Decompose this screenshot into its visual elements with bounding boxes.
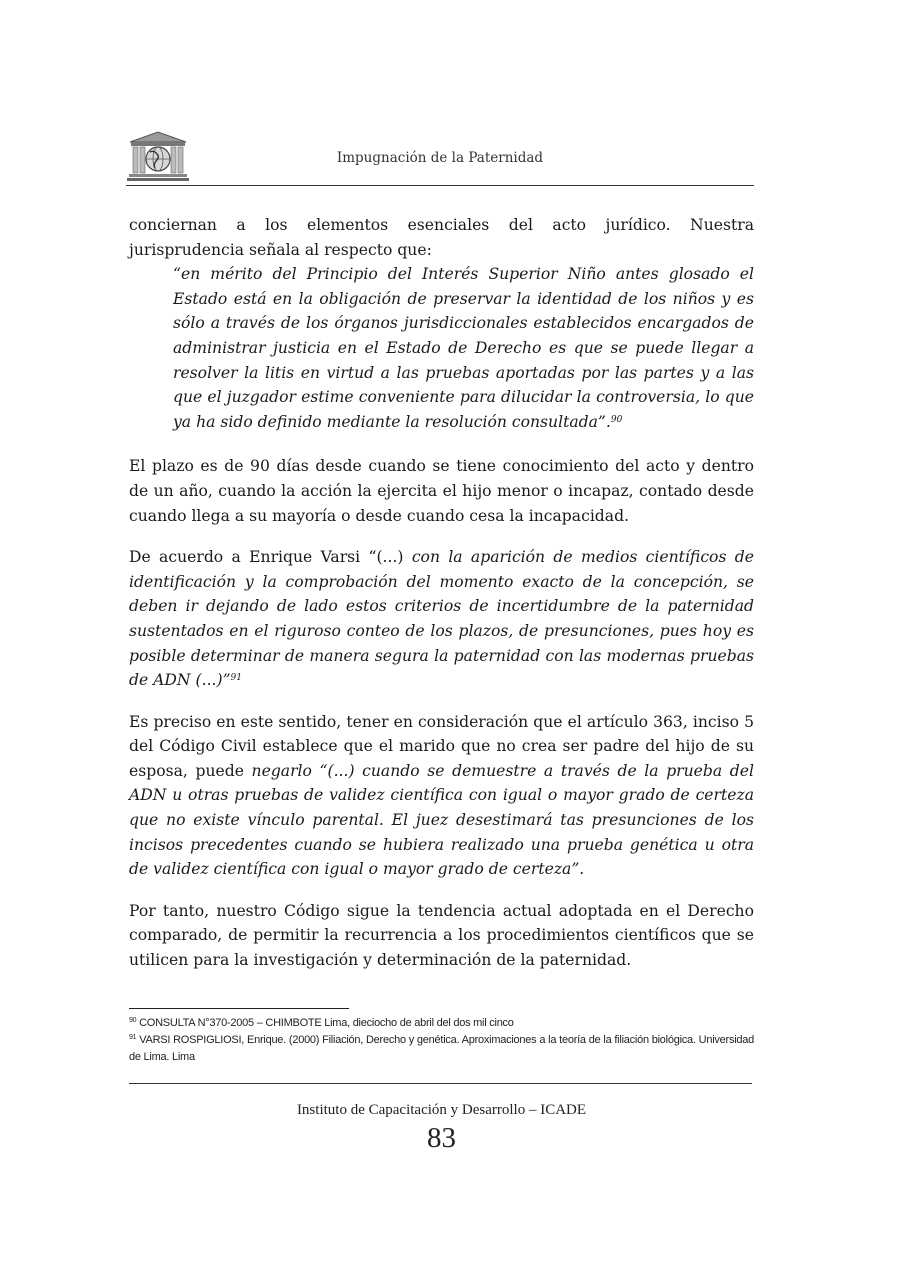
paragraph-5: Por tanto, nuestro Código sigue la tendencia actual adoptada en el Derecho comparado, de permitir la recurrencia a los procedimientos científicos que se utilicen para la investigación y determinación de la paternidad. [129, 901, 754, 970]
paragraph-4-quote: negarlo “(...) cuando se demuestre a través de la prueba del ADN u otras pruebas de validez científica con igual o mayor grado de certeza que no existe vínculo parental. El juez desestimará tas presunciones de los incisos precedentes cuando se hubiera realizado una prueba genética u otra de validez científica con igual o mayor grado de certeza”. [129, 761, 754, 879]
paragraph-1: conciernan a los elementos esenciales del acto jurídico. Nuestra jurisprudencia señala al respecto que: [129, 216, 754, 259]
footnote-number: 91 [129, 1034, 137, 1041]
paragraph-2: El plazo es de 90 días desde cuando se tiene conocimiento del acto y dentro de un año, cuando la acción la ejercita el hijo menor o incapaz, contado desde cuando llega a su mayoría o desde cuando cesa la incapacidad. [129, 457, 754, 525]
paragraph-4-lead: Es preciso en este sentido, tener en consideración que el artículo 363, inciso 5 del Código Civil establece que el marido que no crea ser padre del hijo de su esposa, puede [129, 712, 754, 780]
paragraph-4 [129, 710, 754, 882]
block-quote [173, 262, 754, 434]
header-rule [126, 185, 754, 186]
paragraph-3-quote: con la aparición de medios científicos de identificación y la comprobación del momento exacto de la concepción, se deben ir dejando de lado estos criterios de incertidumbre de la paternidad sustentados en el riguroso conteo de los plazos, de presunciones, pues hoy es posible determinar de manera segura la paternidad con las modernas pruebas de ADN (...)” [129, 548, 754, 690]
footnote-separator [129, 1008, 349, 1009]
footnotes [129, 1015, 754, 1066]
footnote-text: CONSULTA N°370-2005 – CHIMBOTE Lima, dieciocho de abril del dos mil cinco [136, 1017, 514, 1029]
page-number: 83 [427, 1122, 456, 1154]
footnote-ref-90[interactable]: 90 [610, 414, 623, 425]
running-title: Impugnación de la Paternidad [336, 150, 544, 166]
footnote-text: VARSI ROSPIGLIOSI, Enrique. (2000) Filiación, Derecho y genética. Aproximaciones a la teoría de la filiación biológica. Universidad de Lima. Lima [129, 1034, 754, 1063]
body-text [129, 213, 754, 990]
footnote-91 [129, 1032, 754, 1066]
footnote-number: 90 [129, 1017, 137, 1024]
footnote-90 [129, 1015, 754, 1032]
footnote-ref-91[interactable]: 91 [230, 673, 242, 684]
footer-rule [129, 1083, 752, 1084]
footer-institution: Instituto de Capacitación y Desarrollo – ICADE [296, 1102, 587, 1118]
paragraph-3 [129, 545, 754, 693]
quote-text: “en mérito del Principio del Interés Superior Niño antes glosado el Estado está en la obligación de preservar la identidad de los niños y es sólo a través de los órganos jurisdiccionales establecidos encargados de administrar justicia en el Estado de Derecho es que se puede llegar a resolver la litis en virtud a las pruebas aportadas por las partes y a las que el juzgador estime conveniente para dilucidar la controversia, lo que ya ha sido definido mediante la resolución consultada”. [173, 265, 754, 431]
paragraph-3-lead: De acuerdo a Enrique Varsi “(...) [129, 548, 412, 567]
page-header [126, 130, 754, 186]
